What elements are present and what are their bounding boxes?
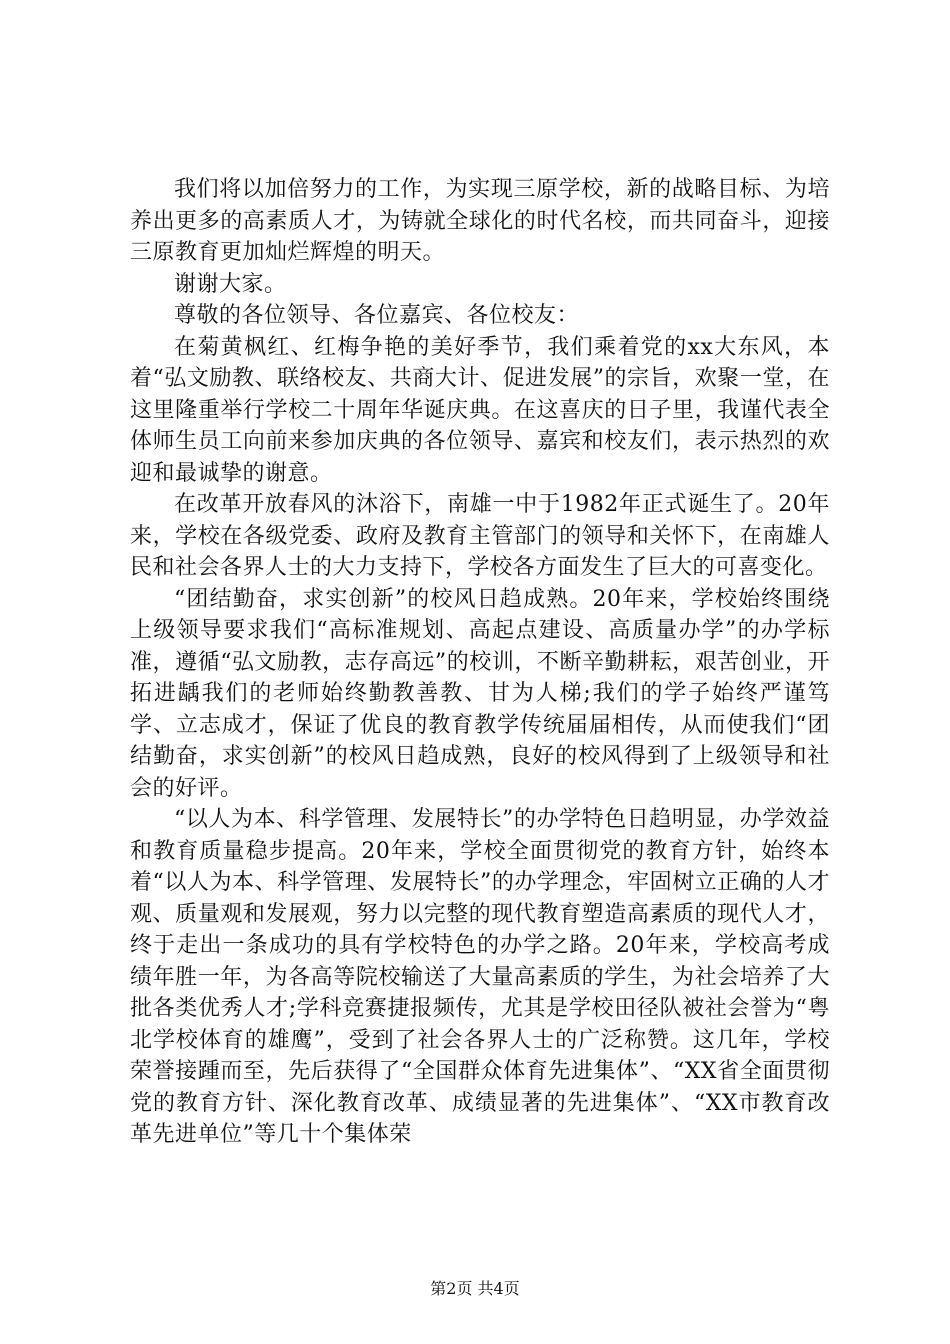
paragraph-thanks: 谢谢大家。 — [174, 271, 287, 297]
paragraph-school-achievements: “以人为本、科学管理、发展特长”的办学特色日趋明显，办学效益和教育质量稳步提高。20年来，学校全面贯彻党的教育方针，始终本着“以人为本、科学管理、发展特长”的办学理念，牢固树立正确的人才观、质量观和发展观，努力以完整的现代教育塑造高素质的现代人才，终于走出一条成功的具有学校特色的办学之路。20年来，学校高考成绩年胜一年，为各高等院校输送了大量高素质的学生，为社会培养了大批各类优秀人才;学科竞赛捷报频传，尤其是学校田径队被社会誉为“粤北学校体育的雄鹰”，受到了社会各界人士的广泛称赞。这几年，学校荣誉接踵而至，先后获得了“全国群众体育先进集体”、“XX省全面贯彻党的教育方针、深化教育改革、成绩显著的先进集体”、“XX市教育改革先进单位”等几十个集体荣 — [130, 807, 830, 1147]
paragraph-school-founding: 在改革开放春风的沐浴下，南雄一中于1982年正式诞生了。20年来，学校在各级党委、政府及教育主管部门的领导和关怀下，在南雄人民和社会各界人士的大力支持下，学校各方面发生了巨大的可喜变化。 — [130, 492, 830, 580]
paragraph-salutation: 尊敬的各位领导、各位嘉宾、各位校友： — [174, 303, 580, 328]
paragraph-welcome: 在菊黄枫红、红梅争艳的美好季节，我们乘着党的xx大东风，本着“弘文励教、联络校友、共商大计、促进发展”的宗旨，欢聚一堂，在这里隆重举行学校二十周年华诞庆典。在这喜庆的日子里，我谨代表全体师生员工向前来参加庆典的各位领导、嘉宾和校友们，表示热烈的欢迎和最诚挚的谢意。 — [130, 334, 830, 486]
page-number-footer: 第2页 共4页 — [430, 1279, 520, 1298]
document-body — [130, 174, 830, 1151]
paragraph-closing-statement: 我们将以加倍努力的工作，为实现三原学校，新的战略目标、为培养出更多的高素质人才，为铸就全球化的时代名校，而共同奋斗，迎接三原教育更加灿烂辉煌的明天。 — [130, 177, 830, 265]
paragraph-school-spirit: “团结勤奋，求实创新”的校风日趋成熟。20年来，学校始终围绕上级领导要求我们“高标准规划、高起点建设、高质量办学”的办学标准，遵循“弘文励教，志存高远”的校训，不断辛勤耕耘，艰苦创业，开拓进龋我们的老师始终勤教善教、甘为人梯;我们的学子始终严谨笃学、立志成才，保证了优良的教育教学传统届届相传，从而使我们“团结勤奋，求实创新”的校风日趋成熟，良好的校风得到了上级领导和社会的好评。 — [130, 586, 830, 801]
